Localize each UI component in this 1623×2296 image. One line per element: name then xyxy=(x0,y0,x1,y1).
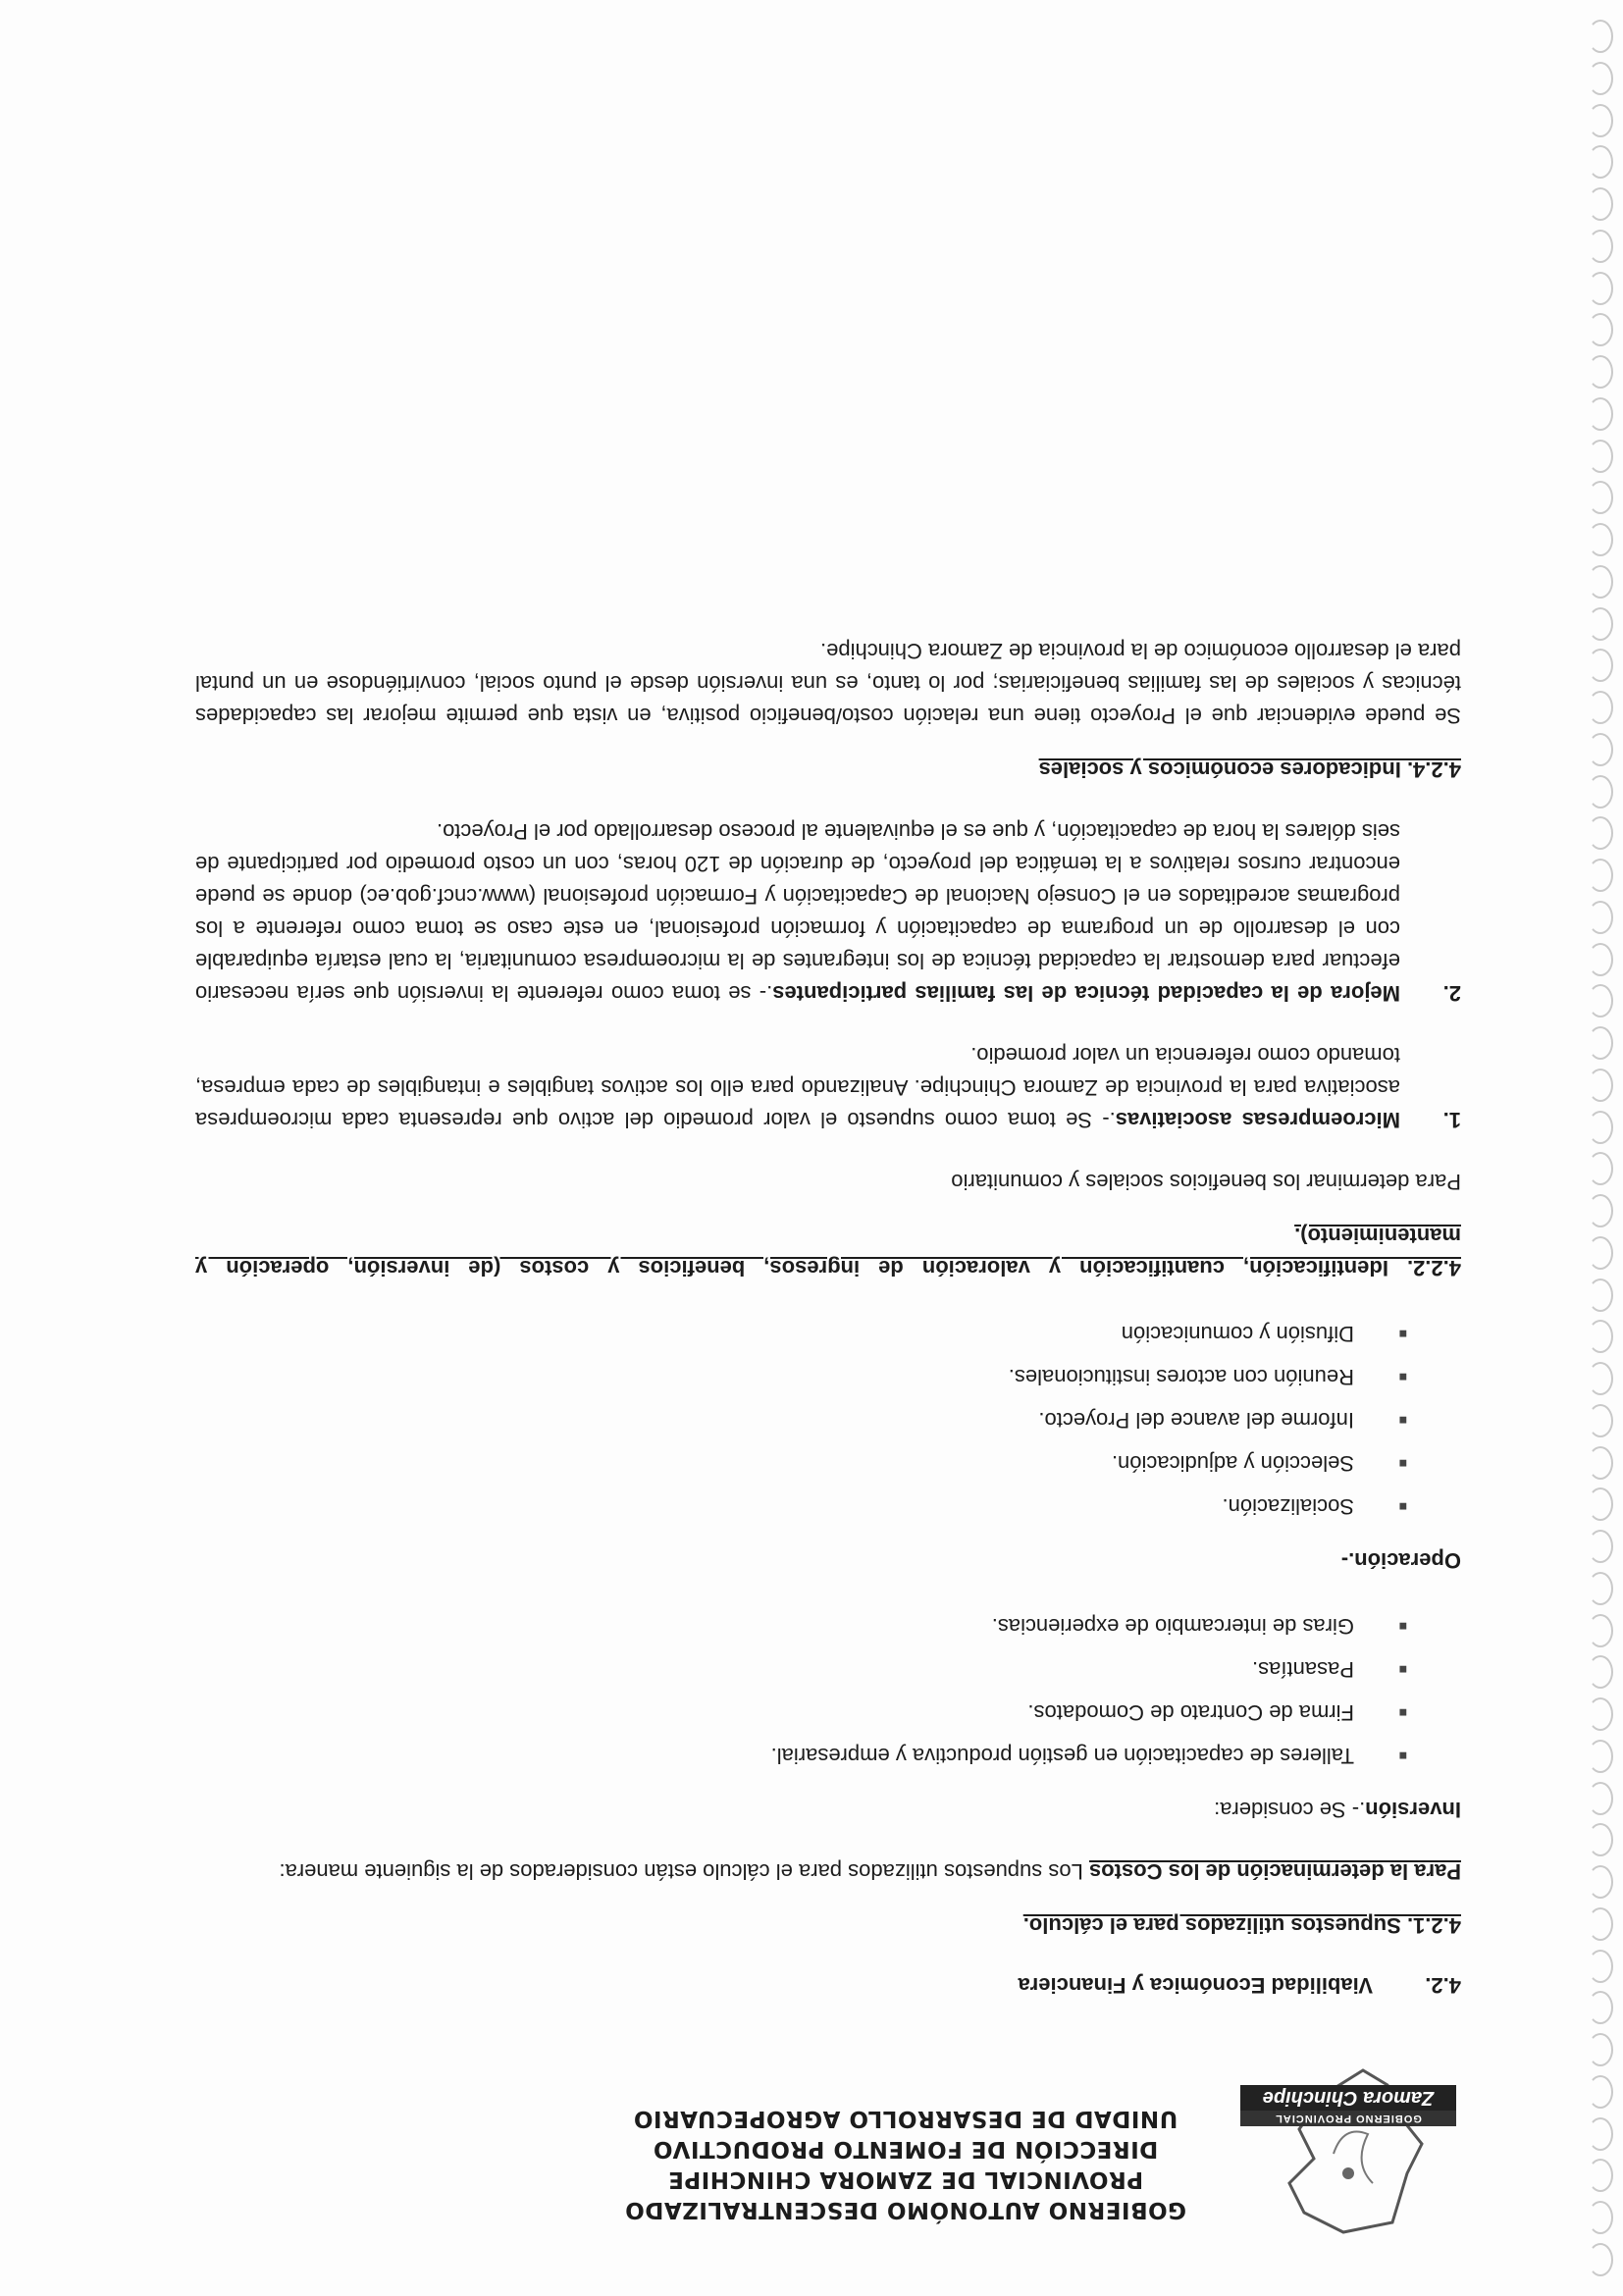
map-emblem-icon xyxy=(1235,2056,1461,2242)
binding-ring xyxy=(1588,1069,1613,1102)
letterhead xyxy=(195,2056,1461,2242)
binding-ring xyxy=(1588,272,1613,305)
binding-ring xyxy=(1588,1153,1613,1186)
provincial-logo xyxy=(1235,2056,1461,2242)
list-item-text: Selección y adjudicación. xyxy=(1111,1451,1354,1476)
binding-ring xyxy=(1588,733,1613,766)
binding-ring xyxy=(1588,1488,1613,1522)
binding-ring xyxy=(1588,1950,1613,1983)
binding-ring xyxy=(1588,230,1613,263)
header-line: PROVINCIAL DE ZAMORA CHINCHIPE xyxy=(667,2166,1144,2192)
indicators-text: Se puede evidenciar que el Proyecto tiene una relación costo/beneficio positiva, en vista que permite mejorar las capacidades técnicas y sociales de las familias beneficiarias; por lo tanto, es una inversión desde el punto social, convirtiéndose en un puntal para el desarrollo económico de la provincia de Zamora Chinchipe. xyxy=(195,639,1461,728)
binding-ring xyxy=(1588,1865,1613,1899)
binding-ring xyxy=(1588,62,1613,95)
list-item-text: Talleres de capacitación en gestión productiva y empresarial. xyxy=(770,1744,1354,1768)
binding-ring xyxy=(1588,1740,1613,1773)
binding-ring xyxy=(1588,1992,1613,2025)
inversion-text: .- Se considera: xyxy=(1214,1798,1366,1822)
header-line: GOBIERNO AUTONÓMO DESCENTRALIZADO xyxy=(624,2197,1186,2222)
binding-ring xyxy=(1588,104,1613,137)
bullet-icon: ■ xyxy=(1398,1370,1407,1385)
list-item-text: Difusión y comunicación xyxy=(1121,1322,1354,1346)
binding-ring xyxy=(1588,2075,1613,2109)
binding-ring xyxy=(1588,1111,1613,1144)
item-number: 2. xyxy=(1442,981,1461,1006)
bullet-icon: ■ xyxy=(1398,1748,1407,1764)
binding-ring xyxy=(1588,943,1613,976)
binding-ring xyxy=(1588,1404,1613,1437)
binding-ring xyxy=(1588,1026,1613,1060)
institution-name xyxy=(625,2103,1186,2242)
item-label: Microempresas asociativas xyxy=(1115,1108,1400,1132)
binding-ring xyxy=(1588,1194,1613,1227)
costs-intro-text: Los supuestos utilizados para el cálculo están considerados de la siguiente manera: xyxy=(279,1859,1089,1884)
logo-label-bottom: Zamora Chinchipe xyxy=(1240,2085,1456,2111)
subsection-424-title: 4.2.4. Indicadores económicos y sociales xyxy=(1038,757,1461,782)
operacion-list xyxy=(195,1318,1407,1523)
binding-ring xyxy=(1588,1362,1613,1395)
binding-ring xyxy=(1588,565,1613,599)
binding-ring xyxy=(1588,187,1613,221)
binding-ring xyxy=(1588,2201,1613,2234)
binding-ring xyxy=(1588,607,1613,641)
binding-ring xyxy=(1588,20,1613,53)
header-line: DIRECCIÓN DE FOMENTO PRODUCTIVO xyxy=(653,2136,1159,2162)
list-item xyxy=(195,1318,1407,1350)
header-line: UNIDAD DE DESARROLLO AGROPECUARIO xyxy=(633,2106,1178,2131)
section-number: 4.2. xyxy=(1425,1973,1461,1998)
binding-ring xyxy=(1588,1824,1613,1857)
subsection-421-title: 4.2.1. Supuestos utilizados para el cálculo. xyxy=(1022,1913,1461,1938)
logo-label-top: GOBIERNO PROVINCIAL xyxy=(1240,2111,1456,2126)
costs-intro-label: Para la determinación de los Costos xyxy=(1088,1859,1461,1884)
bullet-icon: ■ xyxy=(1398,1662,1407,1678)
operacion-heading: Operación.- xyxy=(1340,1548,1461,1573)
bullet-icon: ■ xyxy=(1398,1619,1407,1635)
binding-ring xyxy=(1588,1278,1613,1312)
binding-ring xyxy=(1588,1572,1613,1605)
binding-ring xyxy=(1588,2033,1613,2066)
list-item-text: Informe del avance del Proyecto. xyxy=(1038,1408,1354,1433)
binding-ring xyxy=(1588,314,1613,347)
item-number: 1. xyxy=(1442,1108,1461,1132)
binding-ring xyxy=(1588,901,1613,934)
list-item xyxy=(195,1490,1407,1523)
list-item xyxy=(195,1404,1407,1436)
bullet-icon: ■ xyxy=(1398,1705,1407,1721)
binding-ring xyxy=(1588,985,1613,1018)
inversion-label: Inversión xyxy=(1365,1798,1461,1822)
binding-ring xyxy=(1588,146,1613,180)
binding-ring xyxy=(1588,2160,1613,2193)
item-text: .- Se toma como supuesto el valor promedio del activo que representa cada microempresa asociativa para la provincia de Zamora Chinchipe. Analizando para ello los activos tangibles e intangibles de cada empresa, tomando como referencia un valor promedio. xyxy=(195,1043,1400,1132)
binding-ring xyxy=(1588,1656,1613,1690)
item-body xyxy=(195,1039,1400,1136)
list-item-text: Firma de Contrato de Comodatos. xyxy=(1027,1700,1354,1725)
binding-ring xyxy=(1588,1530,1613,1563)
binding-ring xyxy=(1588,1446,1613,1480)
binding-ring xyxy=(1588,523,1613,556)
binding-ring xyxy=(1588,397,1613,431)
section-heading xyxy=(195,1969,1461,2002)
costs-intro xyxy=(195,1855,1461,1888)
document-content xyxy=(195,605,1461,2242)
binding-ring xyxy=(1588,859,1613,892)
bullet-icon: ■ xyxy=(1398,1456,1407,1472)
binding-ring xyxy=(1588,1697,1613,1731)
list-item xyxy=(195,1361,1407,1393)
list-item xyxy=(195,1447,1407,1480)
binding-ring xyxy=(1588,775,1613,809)
binding-ring xyxy=(1588,482,1613,515)
binding-ring xyxy=(1588,2243,1613,2276)
inversion-list xyxy=(195,1610,1407,1772)
inversion-heading xyxy=(195,1794,1461,1826)
binding-ring xyxy=(1588,1782,1613,1815)
binding-ring xyxy=(1588,1321,1613,1354)
list-item xyxy=(195,1696,1407,1729)
benefits-intro: Para determinar los beneficios sociales y comunitario xyxy=(951,1170,1461,1194)
list-item-text: Giras de intercambio de experiencias. xyxy=(991,1614,1354,1639)
binding-ring xyxy=(1588,355,1613,389)
subsection-422-title: 4.2.2. Identificación, cuantificación y valoración de ingresos, beneficios y costos (de inversión, operación y mantenimiento). xyxy=(195,1224,1461,1280)
binding-ring xyxy=(1588,650,1613,683)
list-item xyxy=(195,1740,1407,1772)
numbered-item xyxy=(195,815,1461,1010)
item-label: Mejora de la capacidad técnica de las familias participantes xyxy=(772,981,1400,1006)
list-item xyxy=(195,1653,1407,1686)
binding-ring xyxy=(1588,1236,1613,1270)
binding-ring xyxy=(1588,691,1613,724)
bullet-icon: ■ xyxy=(1398,1499,1407,1515)
binding-rings xyxy=(1564,20,1613,2276)
binding-ring xyxy=(1588,440,1613,473)
item-text: .- se toma como referente la inversión que sería necesario efectuar para demostrar la capacidad técnica de los integrantes de la microempresa comunitaria, la cual estaría equiparable con el desarrollo de un programa de capacitación y formación profesional, en este caso se toma como referente a los programas acreditados en el Consejo Nacional de Capacitación y Formación profesional (www.cncf.gob.ec) donde se puede encontrar cursos relativos a la temática del proyecto, de duración de 120 horas, con un costo promedio por participante de seis dólares la hora de capacitación, y que es el equivalente al proceso desarrollado por el Proyecto. xyxy=(194,819,1400,1006)
binding-ring xyxy=(1588,1907,1613,1941)
item-body xyxy=(195,815,1400,1010)
bullet-icon: ■ xyxy=(1398,1413,1407,1429)
binding-ring xyxy=(1588,2117,1613,2151)
section-title: Viabilidad Económica y Financiera xyxy=(1018,1973,1373,1998)
binding-ring xyxy=(1588,1614,1613,1647)
list-item-text: Reunión con actores institucionales. xyxy=(1008,1365,1354,1389)
binding-ring xyxy=(1588,817,1613,851)
numbered-item xyxy=(195,1039,1461,1136)
list-item-text: Pasantías. xyxy=(1252,1657,1354,1682)
bullet-icon: ■ xyxy=(1398,1327,1407,1342)
list-item xyxy=(195,1610,1407,1643)
list-item-text: Socialización. xyxy=(1222,1494,1354,1519)
